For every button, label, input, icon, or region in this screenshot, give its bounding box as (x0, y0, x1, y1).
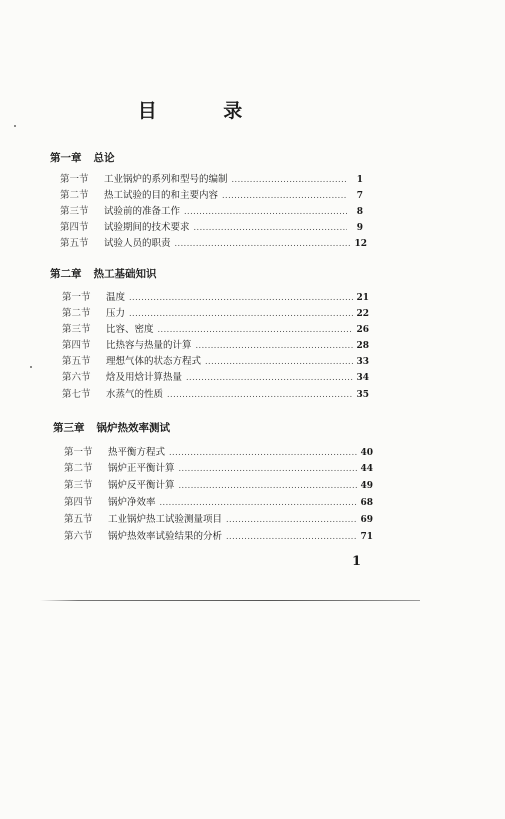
section-label: 第五节 (64, 514, 93, 525)
toc-entry[interactable] (60, 171, 363, 185)
section-title: 锅炉热效率试验结果的分析 (108, 531, 223, 542)
toc-entry[interactable] (64, 444, 373, 458)
page-ref: 68 (360, 498, 373, 508)
page-ref: 35 (356, 390, 369, 400)
page-title: 目 录 (137, 100, 273, 122)
section-label: 第一节 (64, 447, 93, 458)
section-label: 第五节 (62, 356, 91, 367)
section-title: 压力 (106, 308, 126, 319)
section-label: 第六节 (64, 531, 93, 542)
toc-entry[interactable] (62, 289, 369, 303)
chapter-heading (53, 420, 170, 435)
section-label: 第三节 (62, 324, 91, 335)
chapter-heading (50, 150, 115, 165)
section-title: 温度 (106, 292, 126, 303)
page-ref: 33 (356, 357, 369, 367)
section-label: 第一节 (62, 292, 91, 303)
dot-leader (186, 373, 353, 382)
toc-entry[interactable] (60, 219, 363, 233)
page-ref: 7 (356, 191, 363, 201)
page-ref: 8 (356, 207, 363, 217)
toc-entry[interactable] (60, 203, 363, 217)
page-ref: 26 (356, 325, 369, 335)
dot-leader (222, 191, 347, 200)
page-ref: 34 (356, 373, 369, 383)
toc-entry[interactable] (64, 511, 373, 525)
page-ref: 44 (360, 464, 373, 474)
toc-entry[interactable] (64, 494, 373, 508)
section-label: 第七节 (62, 389, 91, 400)
section-label: 第四节 (64, 497, 93, 508)
section-title: 比容、密度 (106, 324, 154, 335)
page-ref: 71 (360, 532, 373, 542)
section-label: 第六节 (62, 372, 91, 383)
toc-entry[interactable] (62, 337, 369, 351)
page-ref: 40 (360, 448, 373, 458)
section-label: 第三节 (60, 206, 89, 217)
toc-entry[interactable] (62, 369, 369, 383)
page-ref: 49 (360, 481, 373, 491)
section-label: 第三节 (64, 480, 93, 491)
section-title: 工业锅炉的系列和型号的编制 (104, 174, 228, 185)
section-title: 焓及用焓计算热量 (106, 372, 183, 383)
page-edge-line (40, 600, 420, 601)
toc-entry[interactable] (64, 477, 373, 491)
page-ref: 69 (360, 515, 373, 525)
section-title: 试验期间的技术要求 (104, 222, 190, 233)
dot-leader (169, 448, 357, 457)
section-title: 锅炉反平衡计算 (108, 480, 175, 491)
toc-entry[interactable] (60, 187, 363, 201)
section-title: 试验人员的职责 (104, 238, 171, 249)
scan-speck (30, 366, 32, 368)
page-number: 1 (352, 554, 362, 569)
page-ref: 12 (354, 239, 367, 249)
dot-leader (129, 309, 353, 318)
chapter-heading (50, 266, 157, 281)
chapter-name: 锅炉热效率测试 (96, 422, 170, 434)
dot-leader (158, 325, 353, 334)
page-ref: 21 (356, 293, 369, 303)
page-ref: 9 (356, 223, 363, 233)
section-title: 工业锅炉热工试验测量项目 (108, 514, 223, 525)
section-title: 热工试验的目的和主要内容 (104, 190, 219, 201)
section-title: 锅炉净效率 (108, 497, 156, 508)
toc-entry[interactable] (64, 460, 373, 474)
section-label: 第二节 (60, 190, 89, 201)
section-label: 第二节 (64, 463, 93, 474)
scan-speck (14, 125, 16, 127)
section-title: 比热容与热量的计算 (106, 340, 192, 351)
section-label: 第一节 (60, 174, 89, 185)
section-title: 锅炉正平衡计算 (108, 463, 175, 474)
dot-leader (226, 532, 357, 541)
section-label: 第五节 (60, 238, 89, 249)
dot-leader (196, 341, 353, 350)
section-label: 第四节 (60, 222, 89, 233)
toc-entry[interactable] (62, 386, 369, 400)
chapter-name: 总论 (93, 152, 115, 164)
page-ref: 1 (356, 175, 363, 185)
section-title: 试验前的准备工作 (104, 206, 181, 217)
dot-leader (232, 175, 347, 184)
dot-leader (226, 515, 357, 524)
dot-leader (179, 481, 357, 490)
dot-leader (194, 223, 347, 232)
page-ref: 22 (356, 309, 369, 319)
page-ref: 28 (356, 341, 369, 351)
dot-leader (184, 207, 347, 216)
toc-entry[interactable] (60, 235, 367, 249)
section-title: 理想气体的状态方程式 (106, 356, 202, 367)
dot-leader (160, 498, 357, 507)
chapter-number: 第一章 (50, 152, 82, 164)
section-label: 第二节 (62, 308, 91, 319)
section-title: 水蒸气的性质 (106, 389, 164, 400)
dot-leader (205, 357, 353, 366)
chapter-number: 第三章 (53, 422, 85, 434)
dot-leader (167, 390, 353, 399)
toc-entry[interactable] (62, 353, 369, 367)
chapter-number: 第二章 (50, 268, 82, 280)
section-label: 第四节 (62, 340, 91, 351)
toc-entry[interactable] (62, 305, 369, 319)
toc-entry[interactable] (62, 321, 369, 335)
dot-leader (175, 239, 351, 248)
chapter-name: 热工基础知识 (93, 268, 157, 280)
dot-leader (129, 293, 353, 302)
toc-entry[interactable] (64, 528, 373, 542)
section-title: 热平衡方程式 (108, 447, 166, 458)
dot-leader (179, 464, 357, 473)
